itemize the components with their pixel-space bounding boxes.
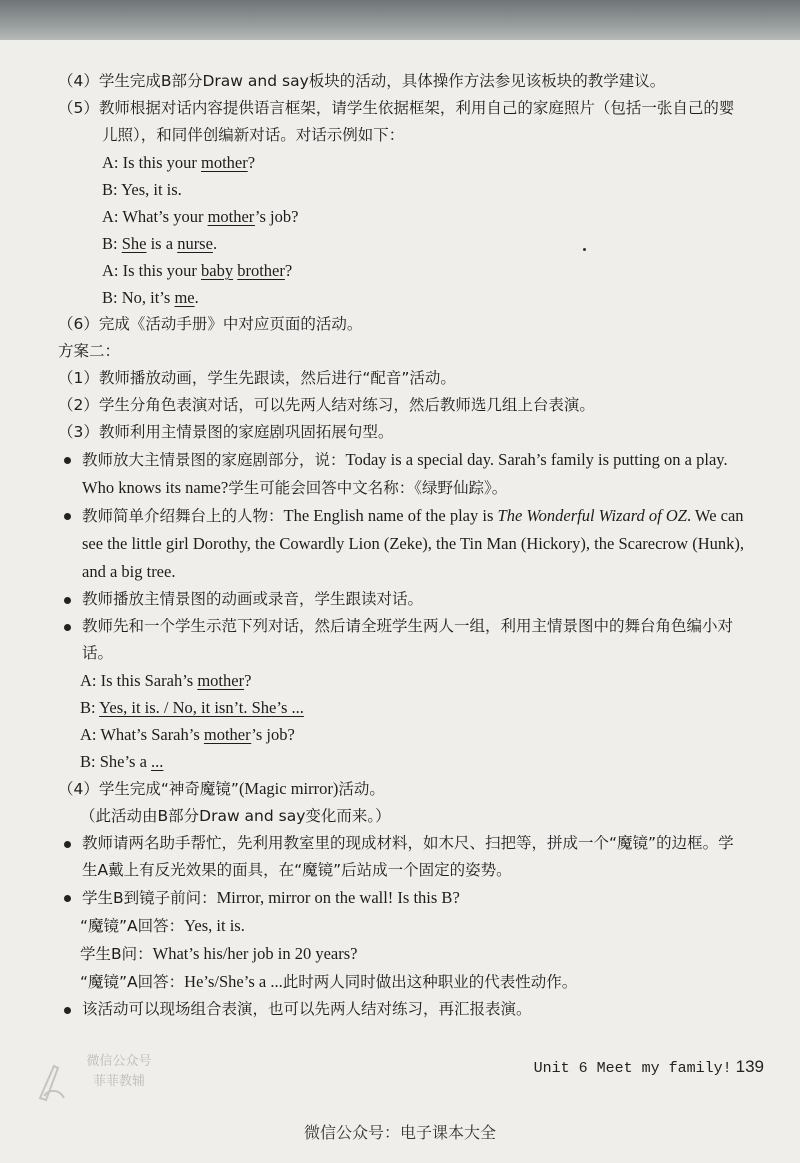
play-title: The Wonderful Wizard of OZ <box>497 506 687 525</box>
bullet-item: 教师请两名助手帮忙，先利用教室里的现成材料，如木尺、扫把等，拼成一个“魔镜”的边框。学生A戴上有反光效果的面具，在“魔镜”后站成一个固定的姿势。 <box>58 830 748 884</box>
step-5-paragraph: （5）教师根据对话内容提供语言框架，请学生依据框架，利用自己的家庭照片（包括一张自己的婴儿照），和同伴创编新对话。对话示例如下： <box>58 99 735 144</box>
text: A: Is this your <box>102 261 201 280</box>
bullet-item: 教师先和一个学生示范下列对话，然后请全班学生两人一组，利用主情景图中的舞台角色编小对话。 <box>58 613 748 667</box>
step-4-line: （4）学生完成B部分Draw and say板块的活动，具体操作方法参见该板块的教学建议。 <box>58 72 666 90</box>
pen-hand-icon <box>34 1058 74 1104</box>
text: A: Is this Sarah’s <box>80 671 198 690</box>
plan-2-step-2: （2）学生分角色表演对话，可以先两人结对练习，然后教师选几组上台表演。 <box>58 396 595 414</box>
plan-2-step-4 <box>58 775 748 803</box>
text: is a <box>146 234 178 253</box>
speck <box>583 248 586 251</box>
dialogue-line <box>58 230 748 257</box>
english-text: Mirror, mirror on the wall! Is this B? <box>216 888 460 907</box>
text: 教师放大主情景图的家庭剧部分，说： <box>82 451 346 469</box>
english-text: Today is a special day. Sarah’s family is putting on a play. Who knows its name? <box>82 450 728 497</box>
text: ? <box>244 671 252 690</box>
underlined-word: mother <box>197 671 245 690</box>
text: 此时两人同时做出这种职业的代表性动作。 <box>282 973 578 991</box>
text: B: No, it’s <box>102 288 175 307</box>
underlined-word: mother <box>207 207 255 226</box>
text: A: What’s Sarah’s <box>80 725 204 744</box>
english-text: What’s his/her job in 20 years? <box>152 944 358 963</box>
mirror-dialogue-line <box>58 912 748 940</box>
mirror-dialogue-line <box>58 968 748 996</box>
underlined-word: mother <box>203 725 252 744</box>
text: 学生B问： <box>80 945 153 963</box>
text: “魔镜”A回答： <box>80 973 185 991</box>
text: A: What’s your <box>102 207 208 226</box>
underlined-word: brother <box>237 261 285 280</box>
bottom-watermark: 微信公众号：电子课本大全 <box>303 1123 496 1142</box>
mirror-dialogue-line <box>58 940 748 968</box>
text: ? <box>247 153 256 172</box>
bullet-item <box>58 502 748 586</box>
underlined-phrase: Yes, it is. / No, it isn’t. She’s ... <box>99 698 304 717</box>
underlined-word: me <box>174 288 195 307</box>
bullet-item <box>58 446 748 502</box>
text: A: Is this your <box>102 153 201 172</box>
page-content <box>58 68 748 1023</box>
dialogue-line <box>58 257 748 284</box>
dialogue-line <box>58 284 748 311</box>
underlined-word: baby <box>201 261 234 280</box>
underlined-word: ... <box>151 752 164 771</box>
english-text: The English name of the play is <box>283 506 498 525</box>
text: （4）学生完成“神奇魔镜” <box>58 780 239 798</box>
stamp-line-1: 微信公众号 <box>86 1054 152 1069</box>
dialogue-line <box>58 149 748 176</box>
text: 学生B到镜子前问： <box>82 889 217 907</box>
underlined-word: She <box>121 234 147 253</box>
english-text: He’s/She’s a ... <box>184 972 283 991</box>
text: 教师简单介绍舞台上的人物： <box>82 507 284 525</box>
page-number: 139 <box>735 1057 764 1076</box>
text: ? <box>284 261 293 280</box>
stamp-line-2: 菲菲教辅 <box>92 1074 145 1089</box>
dialogue-line <box>58 203 748 230</box>
plan-2-heading: 方案二： <box>58 342 121 360</box>
text: B: <box>80 698 100 717</box>
dialogue-line <box>58 721 748 748</box>
text: 学生可能会回答中文名称：《绿野仙踪》。 <box>228 479 508 497</box>
english-text: Yes, it is. <box>184 916 245 935</box>
text: . <box>212 234 218 253</box>
dialogue-line: B: Yes, it is. <box>102 180 182 199</box>
dialogue-line <box>58 694 748 721</box>
step-6-line: （6）完成《活动手册》中对应页面的活动。 <box>58 315 363 333</box>
unit-title: Unit 6 Meet my family! <box>533 1060 732 1077</box>
english-text: (Magic mirror) <box>238 779 339 798</box>
page-footer <box>534 1057 764 1077</box>
english-text: . We can see the little girl Dorothy, the Cowardly Lion (Zeke), the Tin Man (Hickory), the Scarecrow (Hunk), and a big tree. <box>82 506 744 581</box>
activity-note: （此活动由B部分Draw and say变化而来。） <box>80 807 391 825</box>
textbook-page <box>0 40 800 1163</box>
plan-2-step-3: （3）教师利用主情景图的家庭剧巩固拓展句型。 <box>58 423 394 441</box>
watermark-stamp <box>16 1052 166 1112</box>
text: ’s job? <box>254 207 299 226</box>
text: B: She’s a <box>80 752 152 771</box>
text: 活动。 <box>338 780 385 798</box>
text: B: <box>102 234 122 253</box>
text: ’s job? <box>251 725 295 744</box>
dialogue-line <box>58 667 748 694</box>
bullet-item <box>58 884 748 912</box>
text: “魔镜”A回答： <box>80 917 185 935</box>
underlined-word: mother <box>201 153 248 172</box>
underlined-word: nurse <box>177 234 213 253</box>
text: . <box>194 288 199 307</box>
bullet-item: 该活动可以现场组合表演，也可以先两人结对练习，再汇报表演。 <box>58 996 748 1023</box>
bullet-item: 教师播放主情景图的动画或录音，学生跟读对话。 <box>58 586 748 613</box>
dialogue-line <box>58 748 748 775</box>
plan-2-step-1: （1）教师播放动画，学生先跟读，然后进行“配音”活动。 <box>58 369 456 387</box>
